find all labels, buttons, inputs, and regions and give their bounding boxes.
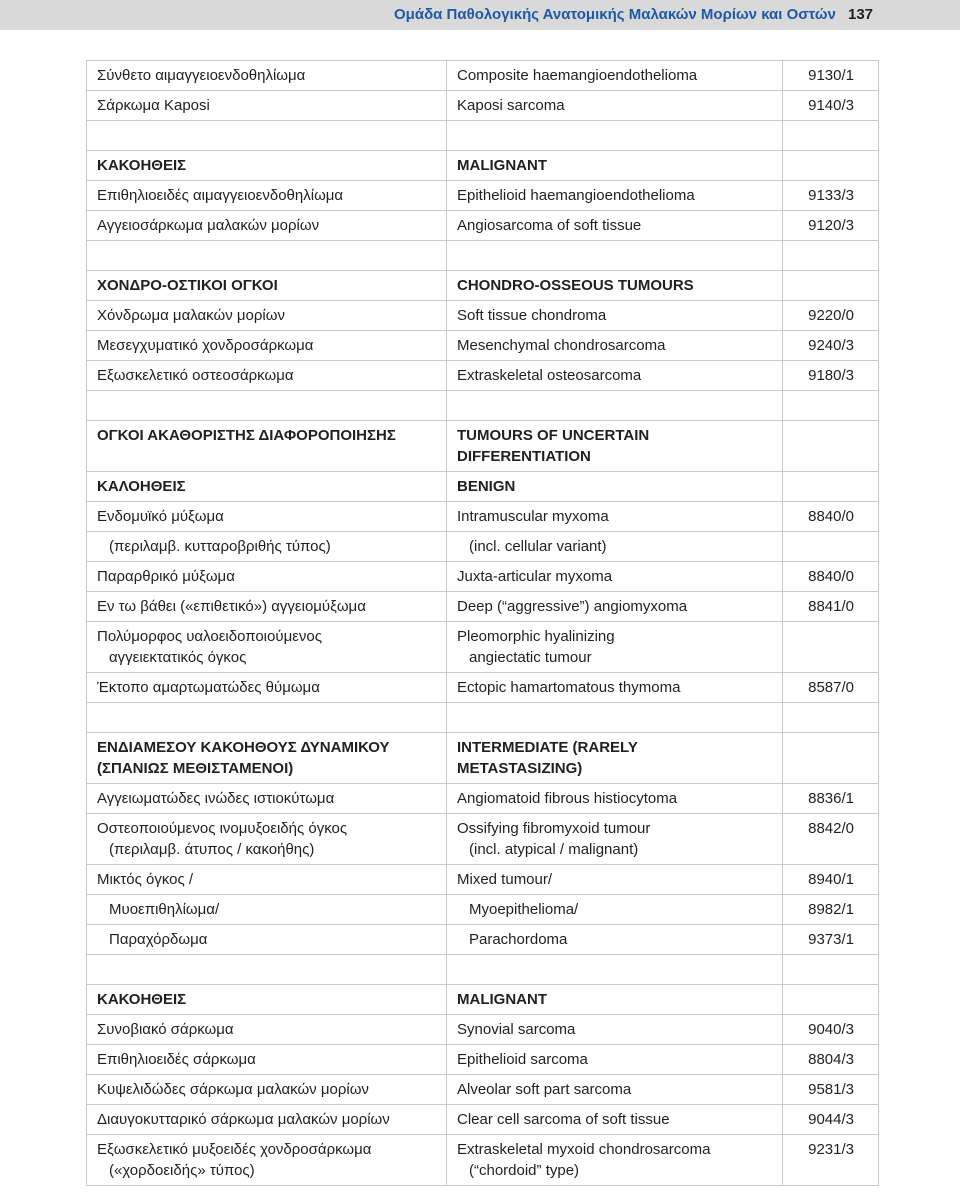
english-term-cell: [447, 1045, 783, 1075]
empty-cell: [783, 241, 879, 271]
greek-term-cell: [87, 865, 447, 895]
icd-o-code-cell: 9040/3: [783, 1015, 879, 1045]
icd-o-code-cell: 9220/0: [783, 301, 879, 331]
greek-term-cell: [87, 61, 447, 91]
greek-term-cell-line: Παραρθρικό μύξωμα: [97, 568, 235, 585]
english-term-cell: [447, 562, 783, 592]
greek-term-cell: [87, 421, 447, 472]
english-term-cell-line: Synovial sarcoma: [457, 1021, 576, 1038]
greek-term-cell-line: Επιθηλιοειδές σάρκωμα: [97, 1051, 256, 1068]
english-term-cell-line: Myoepithelioma/: [469, 901, 579, 918]
icd-o-code-cell: 8841/0: [783, 592, 879, 622]
greek-term-cell: [87, 592, 447, 622]
empty-cell: [87, 241, 447, 271]
greek-term-cell-line: Εξωσκελετικό οστεοσάρκωμα: [97, 367, 294, 384]
english-term-cell: [447, 1075, 783, 1105]
greek-term-cell-line: Πολύμορφος υαλοειδοποιούμενος: [97, 628, 322, 645]
empty-cell: [87, 391, 447, 421]
english-term-cell: [447, 472, 783, 502]
english-term-cell-line: METASTASIZING): [457, 760, 583, 777]
table-row: [87, 1045, 879, 1075]
running-title: Ομάδα Παθολογικής Ανατομικής Μαλακών Μορίων και Οστών: [394, 6, 836, 23]
greek-term-cell-line: Κυψελιδώδες σάρκωμα μαλακών μορίων: [97, 1081, 369, 1098]
english-term-cell-line: Soft tissue chondroma: [457, 307, 607, 324]
english-term-cell: [447, 1105, 783, 1135]
table-row: [87, 622, 879, 673]
english-term-cell-line: MALIGNANT: [457, 991, 547, 1008]
section-heading-row: [87, 985, 879, 1015]
english-term-cell-line: Extraskeletal osteosarcoma: [457, 367, 642, 384]
icd-o-code-cell: 8587/0: [783, 673, 879, 703]
section-heading-row: [87, 733, 879, 784]
empty-cell: [87, 703, 447, 733]
icd-o-code-cell: [783, 532, 879, 562]
greek-term-cell: [87, 181, 447, 211]
greek-term-cell-line: Αγγειωματώδες ινώδες ιστιοκύτωμα: [97, 790, 335, 807]
greek-term-cell: [87, 814, 447, 865]
greek-term-cell: [87, 211, 447, 241]
greek-term-cell: [87, 331, 447, 361]
icd-o-code-cell: 8842/0: [783, 814, 879, 865]
english-term-cell: [447, 622, 783, 673]
english-term-cell-line: (incl. cellular variant): [469, 538, 607, 555]
english-term-cell: [447, 1135, 783, 1186]
icd-o-code-cell: 8836/1: [783, 784, 879, 814]
icd-o-code-cell: 9373/1: [783, 925, 879, 955]
english-term-cell-line: Kaposi sarcoma: [457, 97, 565, 114]
greek-term-cell-line: Συνοβιακό σάρκωμα: [97, 1021, 234, 1038]
empty-cell: [447, 955, 783, 985]
icd-o-code-cell: 8940/1: [783, 865, 879, 895]
english-term-cell-line: Juxta-articular myxoma: [457, 568, 613, 585]
table-row: [87, 895, 879, 925]
english-term-cell-line: Extraskeletal myxoid chondrosarcoma: [457, 1141, 711, 1158]
table-row: [87, 361, 879, 391]
icd-o-code-cell: [783, 421, 879, 472]
english-term-cell-line: Alveolar soft part sarcoma: [457, 1081, 632, 1098]
icd-o-code-cell: 9140/3: [783, 91, 879, 121]
english-term-cell-line: Intramuscular myxoma: [457, 508, 609, 525]
english-term-cell-line: Angiosarcoma of soft tissue: [457, 217, 642, 234]
table-row: [87, 814, 879, 865]
section-heading-row: [87, 271, 879, 301]
greek-term-cell-line: Μεσεγχυματικό χονδροσάρκωμα: [97, 337, 314, 354]
table-row: [87, 592, 879, 622]
greek-term-cell-line: Σάρκωμα Kaposi: [97, 97, 210, 114]
table-row: [87, 331, 879, 361]
english-term-cell: [447, 592, 783, 622]
spacer-row: [87, 121, 879, 151]
english-term-cell-line: Mixed tumour/: [457, 871, 553, 888]
english-term-cell: [447, 181, 783, 211]
icd-o-code-cell: 8982/1: [783, 895, 879, 925]
table-row: [87, 1105, 879, 1135]
greek-term-cell-line: ΚΑΚΟΗΘΕΙΣ: [97, 991, 187, 1008]
section-heading-row: [87, 151, 879, 181]
greek-term-cell-line: Έκτοπο αμαρτωματώδες θύμωμα: [97, 679, 320, 696]
english-term-cell-line: Pleomorphic hyalinizing: [457, 628, 615, 645]
greek-term-cell: [87, 1045, 447, 1075]
greek-term-cell: [87, 301, 447, 331]
greek-term-cell-line: αγγειεκτατικός όγκος: [109, 649, 247, 666]
table-row: [87, 502, 879, 532]
greek-term-cell-line: Εξωσκελετικό μυξοειδές χονδροσάρκωμα: [97, 1141, 372, 1158]
greek-term-cell-line: Χόνδρωμα μαλακών μορίων: [97, 307, 285, 324]
english-term-cell: [447, 91, 783, 121]
greek-term-cell: [87, 151, 447, 181]
greek-term-cell: [87, 502, 447, 532]
greek-term-cell-line: Επιθηλιοειδές αιμαγγειοενδοθηλίωμα: [97, 187, 344, 204]
table-row: [87, 1135, 879, 1186]
page-number: 137: [848, 6, 874, 23]
greek-term-cell-line: Μυοεπιθηλίωμα/: [109, 901, 220, 918]
english-term-cell: [447, 985, 783, 1015]
spacer-row: [87, 955, 879, 985]
table-row: [87, 865, 879, 895]
greek-term-cell-line: ΚΑΚΟΗΘΕΙΣ: [97, 157, 187, 174]
english-term-cell: [447, 361, 783, 391]
english-term-cell: [447, 301, 783, 331]
greek-term-cell-line: Εν τω βάθει («επιθετικό») αγγειομύξωμα: [97, 598, 366, 615]
classification-table: [86, 60, 879, 1186]
table-row: [87, 211, 879, 241]
icd-o-code-cell: 9240/3: [783, 331, 879, 361]
icd-o-code-cell: 8840/0: [783, 562, 879, 592]
greek-term-cell-line: Ενδομυϊκό μύξωμα: [97, 508, 224, 525]
english-term-cell: [447, 532, 783, 562]
icd-o-code-cell: 9231/3: [783, 1135, 879, 1186]
icd-o-code-cell: [783, 151, 879, 181]
english-term-cell-line: angiectatic tumour: [469, 649, 592, 666]
english-term-cell: [447, 502, 783, 532]
empty-cell: [87, 121, 447, 151]
english-term-cell-line: Angiomatoid fibrous histiocytoma: [457, 790, 678, 807]
greek-term-cell: [87, 673, 447, 703]
english-term-cell-line: Deep (“aggressive”) angiomyxoma: [457, 598, 688, 615]
table-row: [87, 562, 879, 592]
greek-term-cell-line: Οστεοποιούμενος ινομυξοειδής όγκος: [97, 820, 348, 837]
greek-term-cell: [87, 1015, 447, 1045]
icd-o-code-cell: 9180/3: [783, 361, 879, 391]
english-term-cell: [447, 421, 783, 472]
english-term-cell: [447, 151, 783, 181]
spacer-row: [87, 703, 879, 733]
greek-term-cell-line: ΟΓΚΟΙ ΑΚΑΘΟΡΙΣΤΗΣ ΔΙΑΦΟΡΟΠΟΙΗΣΗΣ: [97, 427, 396, 444]
greek-term-cell: [87, 925, 447, 955]
icd-o-code-cell: 9133/3: [783, 181, 879, 211]
greek-term-cell-line: (περιλαμβ. κυτταροβριθής τύπος): [109, 538, 331, 555]
section-heading-row: [87, 421, 879, 472]
greek-term-cell: [87, 562, 447, 592]
icd-o-code-cell: 9120/3: [783, 211, 879, 241]
english-term-cell-line: Ossifying fibromyxoid tumour: [457, 820, 651, 837]
greek-term-cell-line: (ΣΠΑΝΙΩΣ ΜΕΘΙΣΤΑΜΕΝΟΙ): [97, 760, 294, 777]
english-term-cell-line: Epithelioid sarcoma: [457, 1051, 588, 1068]
spacer-row: [87, 241, 879, 271]
english-term-cell: [447, 1015, 783, 1045]
greek-term-cell: [87, 472, 447, 502]
greek-term-cell-line: (περιλαμβ. άτυπος / κακοήθης): [109, 841, 315, 858]
greek-term-cell: [87, 784, 447, 814]
greek-term-cell: [87, 733, 447, 784]
greek-term-cell-line: Σύνθετο αιμαγγειοενδοθηλίωμα: [97, 67, 306, 84]
english-term-cell: [447, 865, 783, 895]
icd-o-code-cell: 8804/3: [783, 1045, 879, 1075]
icd-o-code-cell: [783, 985, 879, 1015]
english-term-cell-line: (“chordoid” type): [469, 1162, 580, 1179]
greek-term-cell: [87, 271, 447, 301]
english-term-cell-line: Epithelioid haemangioendothelioma: [457, 187, 695, 204]
english-term-cell: [447, 895, 783, 925]
classification-table-body: [87, 61, 879, 1186]
english-term-cell-line: BENIGN: [457, 478, 516, 495]
english-term-cell-line: INTERMEDIATE (RARELY: [457, 739, 638, 756]
empty-cell: [783, 121, 879, 151]
english-term-cell: [447, 925, 783, 955]
empty-cell: [783, 703, 879, 733]
greek-term-cell: [87, 895, 447, 925]
icd-o-code-cell: 8840/0: [783, 502, 879, 532]
greek-term-cell: [87, 1075, 447, 1105]
empty-cell: [447, 121, 783, 151]
greek-term-cell-line: ΚΑΛΟΗΘΕΙΣ: [97, 478, 186, 495]
english-term-cell: [447, 61, 783, 91]
icd-o-code-cell: 9581/3: [783, 1075, 879, 1105]
greek-term-cell-line: ΕΝΔΙΑΜΕΣΟΥ ΚΑΚΟΗΘΟΥΣ ΔΥΝΑΜΙΚΟΥ: [97, 739, 390, 756]
icd-o-code-cell: [783, 472, 879, 502]
greek-term-cell: [87, 91, 447, 121]
greek-term-cell-line: Αγγειοσάρκωμα μαλακών μορίων: [97, 217, 320, 234]
icd-o-code-cell: [783, 622, 879, 673]
icd-o-code-cell: 9044/3: [783, 1105, 879, 1135]
table-row: [87, 532, 879, 562]
greek-term-cell: [87, 622, 447, 673]
table-row: [87, 1015, 879, 1045]
english-term-cell-line: MALIGNANT: [457, 157, 547, 174]
icd-o-code-cell: [783, 271, 879, 301]
greek-term-cell-line: Παραχόρδωμα: [109, 931, 208, 948]
english-term-cell: [447, 673, 783, 703]
table-row: [87, 925, 879, 955]
page-header: [0, 0, 960, 30]
icd-o-code-cell: [783, 733, 879, 784]
english-term-cell-line: (incl. atypical / malignant): [469, 841, 639, 858]
english-term-cell-line: Mesenchymal chondrosarcoma: [457, 337, 666, 354]
greek-term-cell: [87, 361, 447, 391]
greek-term-cell: [87, 532, 447, 562]
empty-cell: [447, 391, 783, 421]
empty-cell: [87, 955, 447, 985]
english-term-cell-line: Ectopic hamartomatous thymoma: [457, 679, 681, 696]
english-term-cell: [447, 211, 783, 241]
english-term-cell-line: DIFFERENTIATION: [457, 448, 591, 465]
spacer-row: [87, 391, 879, 421]
greek-term-cell: [87, 1105, 447, 1135]
english-term-cell: [447, 331, 783, 361]
table-row: [87, 91, 879, 121]
greek-term-cell-line: («χορδοειδής» τύπος): [109, 1162, 255, 1179]
empty-cell: [783, 391, 879, 421]
table-row: [87, 181, 879, 211]
table-row: [87, 784, 879, 814]
english-term-cell: [447, 733, 783, 784]
icd-o-code-cell: 9130/1: [783, 61, 879, 91]
empty-cell: [447, 703, 783, 733]
table-row: [87, 301, 879, 331]
greek-term-cell-line: Διαυγοκυτταρικό σάρκωμα μαλακών μορίων: [97, 1111, 390, 1128]
greek-term-cell: [87, 1135, 447, 1186]
empty-cell: [783, 955, 879, 985]
english-term-cell-line: CHONDRO-OSSEOUS TUMOURS: [457, 277, 694, 294]
empty-cell: [447, 241, 783, 271]
table-row: [87, 1075, 879, 1105]
english-term-cell: [447, 814, 783, 865]
english-term-cell-line: Clear cell sarcoma of soft tissue: [457, 1111, 670, 1128]
greek-term-cell-line: Μικτός όγκος /: [97, 871, 194, 888]
section-heading-row: [87, 472, 879, 502]
english-term-cell-line: TUMOURS OF UNCERTAIN: [457, 427, 650, 444]
english-term-cell: [447, 784, 783, 814]
english-term-cell: [447, 271, 783, 301]
table-row: [87, 61, 879, 91]
english-term-cell-line: Composite haemangioendothelioma: [457, 67, 698, 84]
table-row: [87, 673, 879, 703]
english-term-cell-line: Parachordoma: [469, 931, 568, 948]
greek-term-cell: [87, 985, 447, 1015]
greek-term-cell-line: ΧΟΝΔΡΟ-ΟΣΤΙΚΟΙ ΟΓΚΟΙ: [97, 277, 278, 294]
